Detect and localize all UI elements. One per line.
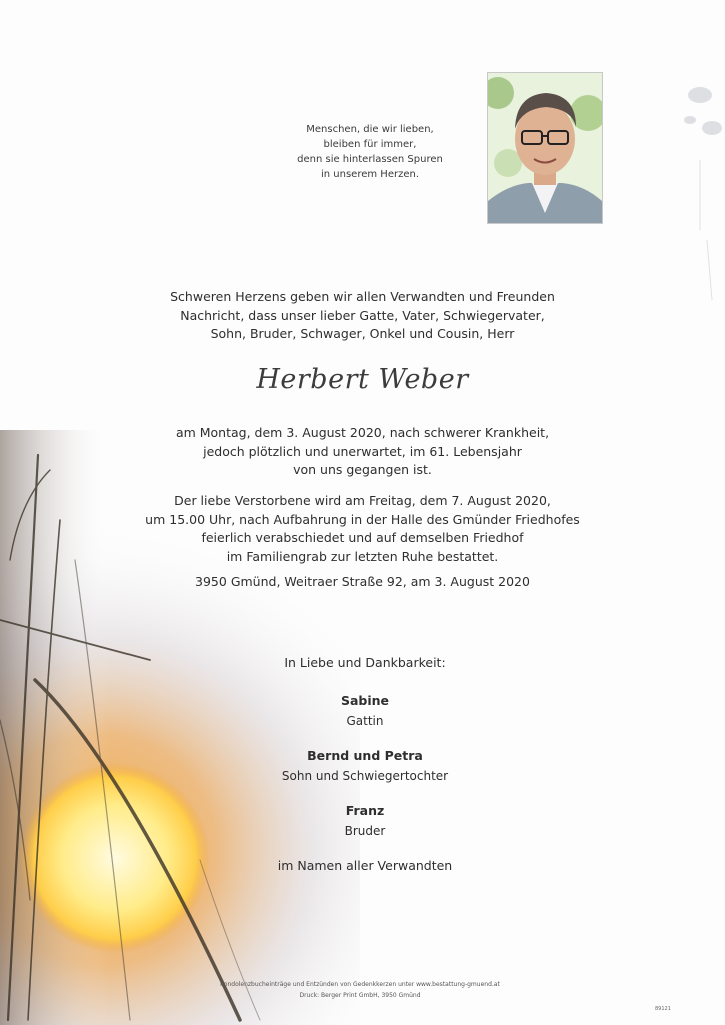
mourner-name: Bernd und Petra (307, 748, 423, 763)
quote-line: bleiben für immer, (323, 139, 417, 150)
place-and-date: 3950 Gmünd, Weitraer Straße 92, am 3. August 2020 (195, 574, 530, 589)
deceased-name: Herbert Weber (256, 364, 469, 395)
mourner-relation: Bruder (344, 824, 386, 838)
mourner-relation: Gattin (346, 714, 384, 728)
top-right-flower-decoration (684, 87, 722, 135)
footer-printer: Druck: Berger Print GmbH, 3950 Gmünd (299, 992, 421, 999)
funeral-line: feierlich verabschiedet und auf demselben Friedhof (201, 530, 524, 545)
death-line: von uns gegangen ist. (293, 462, 432, 477)
memorial-quote (270, 122, 470, 182)
mourner-entry (200, 693, 530, 728)
print-code: 89121 (655, 1006, 671, 1012)
mourner-name: Franz (345, 803, 385, 818)
funeral-line: im Familiengrab zur letzten Ruhe bestattet. (226, 548, 499, 564)
footer-notes (150, 979, 570, 1001)
funeral-line: Der liebe Verstorbene wird am Freitag, dem 7. August 2020, (174, 493, 551, 508)
portrait-photo (487, 72, 603, 224)
footer-condolence-link[interactable]: Kondolenzbucheinträge und Entzünden von Gedenkkerzen unter www.bestattung-gmuend.at (220, 981, 500, 988)
mourner-entry (200, 748, 530, 783)
death-notice (130, 424, 595, 480)
quote-line: Menschen, die wir lieben, (306, 124, 434, 135)
quote-line: in unserem Herzen. (321, 169, 419, 180)
quote-line: denn sie hinterlassen Spuren (297, 154, 443, 165)
death-line: am Montag, dem 3. August 2020, nach schwerer Krankheit, (175, 425, 550, 440)
mourner-relation: Sohn und Schwiegertochter (281, 769, 449, 783)
death-line: jedoch plötzlich und unerwartet, im 61. Lebensjahr (203, 443, 522, 459)
closing-phrase: In Liebe und Dankbarkeit: (284, 655, 446, 670)
intro-line: Sohn, Bruder, Schwager, Onkel und Cousin, Herr (210, 326, 515, 341)
mourner-entry (200, 803, 530, 838)
funeral-details (110, 492, 615, 566)
funeral-line: um 15.00 Uhr, nach Aufbahrung in der Halle des Gmünder Friedhofes (145, 511, 580, 527)
family-signoff: im Namen aller Verwandten (277, 858, 453, 873)
mourner-name: Sabine (340, 693, 390, 708)
announcement-intro (130, 288, 595, 344)
intro-line: Schweren Herzens geben wir allen Verwandten und Freunden (170, 289, 555, 304)
intro-line: Nachricht, dass unser lieber Gatte, Vater, Schwiegervater, (180, 307, 545, 323)
